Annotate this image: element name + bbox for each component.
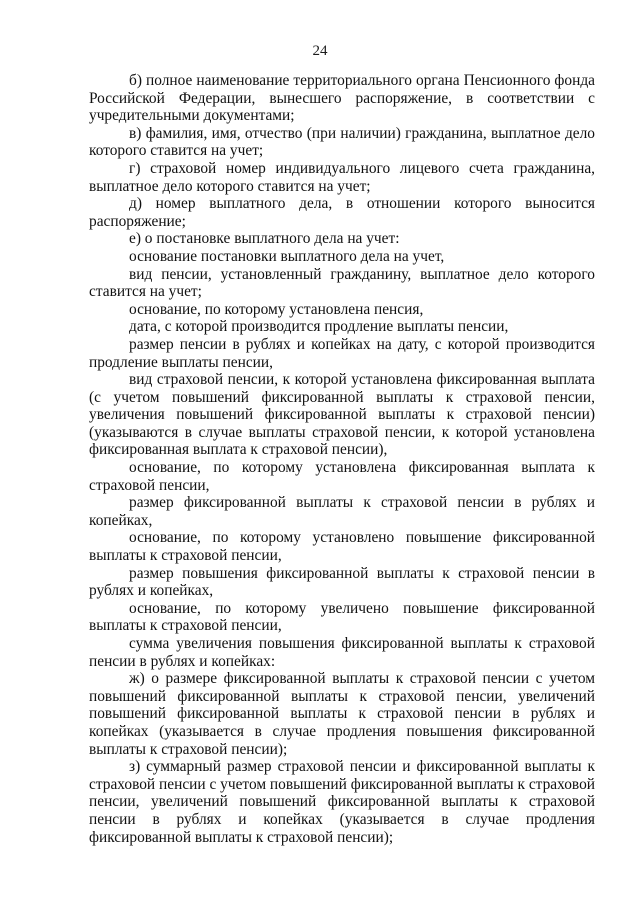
paragraph-e-item-4: дата, с которой производится продление выплаты пенсии,	[129, 318, 509, 336]
paragraph-v: в) фамилия, имя, отчество (при наличии) гражданина, выплатное дело которого ставится на учет;	[89, 124, 595, 160]
document-body	[89, 72, 595, 846]
paragraph-z: з) суммарный размер страховой пенсии и фиксированной выплаты к страховой пенсии с учетом повышений фиксированной выплаты к страховой пенсии, увеличений повышений фиксированной выплаты к страховой пенсии в рублях и копейках (указывается в случае продления фиксированной выплаты к страховой пенсии);	[89, 758, 595, 846]
paragraph-g: г) страховой номер индивидуального лицевого счета гражданина, выплатное дело которого ставится на учет;	[89, 159, 595, 195]
paragraph-e-item-7: основание, по которому установлена фиксированная выплата к страховой пенсии,	[89, 459, 595, 494]
paragraph-e-item-2: вид пенсии, установленный гражданину, выплатное дело которого ставится на учет;	[89, 265, 595, 301]
paragraph-e-item-5: размер пенсии в рублях и копейках на дату, с которой производится продление выплаты пенсии,	[89, 335, 595, 371]
paragraph-zh: ж) о размере фиксированной выплаты к страховой пенсии с учетом повышений фиксированной выплаты к страховой пенсии, увеличений повышений фиксированной выплаты к страховой пенсии в рублях и копейках (указывается в случае продления повышения фиксированной выплаты к страховой пенсии);	[89, 670, 595, 758]
paragraph-e-item-9: основание, по которому установлено повышение фиксированной выплаты к страховой пенсии,	[89, 529, 595, 565]
paragraph-e-item-3: основание, по которому установлена пенсия,	[129, 300, 424, 318]
page-number: 24	[312, 43, 328, 59]
paragraph-d: д) номер выплатного дела, в отношении которого выносится распоряжение;	[89, 195, 595, 230]
paragraph-e-item-6: вид страховой пенсии, к которой установлена фиксированная выплата (с учетом повышений фиксированной выплаты к страховой пенсии, увеличения повышений фиксированной выплаты к страховой пенсии) (указываются в случае выплаты страховой пенсии, к которой установлена фиксированная выплата к страховой пенсии),	[89, 371, 595, 459]
paragraph-b: б) полное наименование территориального органа Пенсионного фонда Российской Федерации, вынесшего распоряжение, в соответствии с учредительными документами;	[89, 72, 595, 125]
paragraph-e-item-1: основание постановки выплатного дела на учет,	[129, 247, 445, 265]
paragraph-e-item-12: сумма увеличения повышения фиксированной выплаты к страховой пенсии в рублях и копейках:	[89, 635, 595, 670]
paragraph-e-item-11: основание, по которому увеличено повышение фиксированной выплаты к страховой пенсии,	[89, 599, 595, 635]
paragraph-e-item-8: размер фиксированной выплаты к страховой пенсии в рублях и копейках,	[89, 494, 595, 529]
paragraph-e: е) о постановке выплатного дела на учет:	[129, 230, 400, 248]
paragraph-e-item-10: размер повышения фиксированной выплаты к страховой пенсии в рублях и копейках,	[89, 564, 595, 600]
